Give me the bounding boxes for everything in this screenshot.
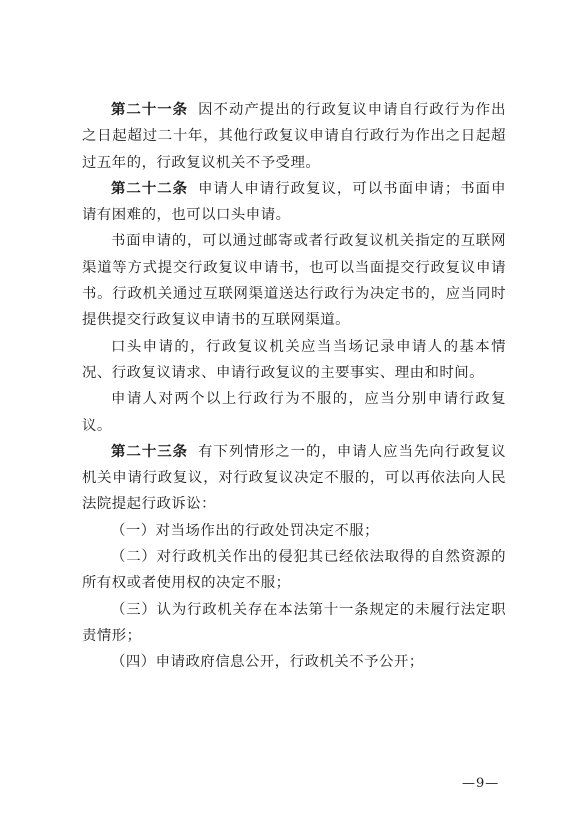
paragraph-text: 申请人对两个以上行政行为不服的，应当分别申请行政复议。 [82,391,506,434]
paragraph-text: 口头申请的，行政复议机关应当当场记录申请人的基本情况、行政复议请求、申请行政复议的主要事实、理由和时间。 [82,338,506,381]
list-item-3 [82,597,506,650]
paragraph-text: 书面申请的，可以通过邮寄或者行政复议机关指定的互联网渠道等方式提交行政复议申请书，也可以当面提交行政复议申请书。行政机关通过互联网渠道送达行政行为决定书的，应当同时提供提交行政复议申请书的互联网渠道。 [82,233,506,329]
paragraph-article-22 [82,176,506,229]
document-body [82,97,506,676]
paragraph-text: （二）对行政机关作出的侵犯其已经依法取得的自然资源的所有权或者使用权的决定不服； [82,549,506,592]
paragraph-text: 申请人申请行政复议，可以书面申请；书面申请有困难的，也可以口头申请。 [82,180,506,224]
article-heading: 第二十二条 [111,180,189,197]
paragraph-text: （三）认为行政机关存在本法第十一条规定的未履行法定职责情形； [82,601,506,644]
paragraph-text: （四）申请政府信息公开，行政机关不予公开； [111,654,424,671]
paragraph-article-23 [82,439,506,518]
paragraph-written-application [82,228,506,333]
list-item-2 [82,544,506,597]
paragraph-text: 有下列情形之一的，申请人应当先向行政复议机关申请行政复议，对行政复议决定不服的，可以再依法向人民法院提起行政诉讼： [82,443,506,513]
paragraph-text: （一）对当场作出的行政处罚决定不服； [111,522,380,539]
article-heading: 第二十三条 [111,443,189,460]
page-number: —9— [462,776,500,791]
paragraph-oral-application [82,334,506,387]
paragraph-article-21 [82,97,506,176]
paragraph-text: 因不动产提出的行政复议申请自行政行为作出之日起超过二十年，其他行政复议申请自行政行为作出之日起超过五年的，行政复议机关不予受理。 [82,102,506,171]
article-heading: 第二十一条 [111,102,189,118]
list-item-1 [82,518,506,544]
paragraph-multiple-acts [82,386,506,439]
list-item-4 [82,649,506,675]
